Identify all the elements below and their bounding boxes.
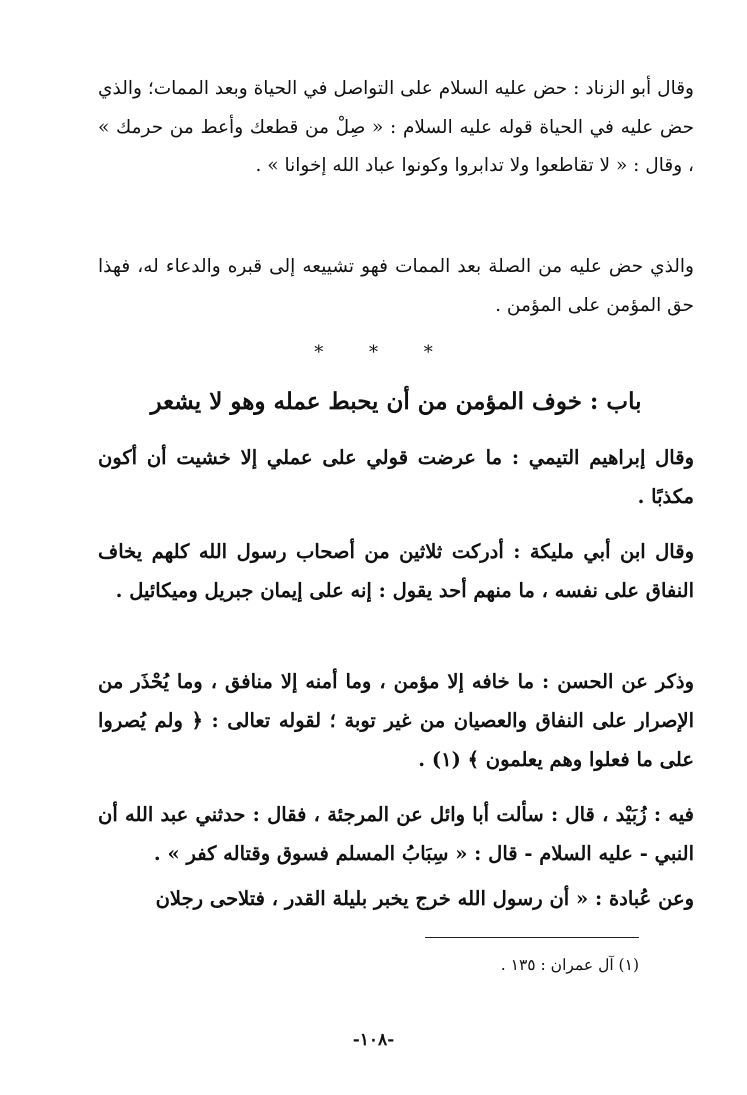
page-number: -١٠٨- bbox=[352, 1030, 395, 1050]
paragraph-ibn-abi-mulayka: وقال ابن أبي مليكة : أدركت ثلاثين من أصحاب رسول الله كلهم يخاف النفاق على نفسه ، ما منهم أحد يقول : إنه على إيمان جبريل وميكائيل . bbox=[98, 540, 694, 602]
paragraph-ibrahim-taymi: وقال إبراهيم التيمي : ما عرضت قولي على عملي إلا خشيت أن أكون مكذبًا . bbox=[98, 446, 694, 508]
section-separator: * * * bbox=[314, 342, 433, 363]
paragraph-ubada: وعن عُبادة : « أن رسول الله خرج يخبر بليلة القدر ، فتلاحى رجلان bbox=[155, 887, 694, 910]
paragraph-zubayd: فيه : زُبَيْد ، قال : سألت أبا وائل عن المرجئة ، فقال : حدثني عبد الله أن النبي - عليه السلام - قال : « سِبَابُ المسلم فسوق وقتاله كفر » . bbox=[98, 803, 694, 865]
footnote-divider bbox=[425, 937, 639, 938]
paragraph-abu-zinad: وقال أبو الزناد : حض عليه السلام على التواصل في الحياة وبعد الممات؛ والذي حض عليه في الحياة قوله عليه السلام : « صِلْ من قطعك وأعط من حرمك » ، وقال : « لا تقاطعوا ولا تدابروا وكونوا عباد الله إخوانا » . bbox=[98, 78, 694, 176]
chapter-heading: باب : خوف المؤمن من أن يحبط عمله وهو لا يشعر bbox=[150, 388, 642, 415]
footnote: (١) آل عمران : ١٣٥ . bbox=[500, 956, 639, 974]
paragraph-hasan: وذكر عن الحسن : ما خافه إلا مؤمن ، وما أمنه إلا منافق ، وما يُحْذَر من الإصرار على النفاق والعصيان من غير توبة ؛ لقوله تعالى : ﴿ ولم يُصروا على ما فعلوا وهم يعلمون ﴾ (١) . bbox=[98, 670, 694, 771]
paragraph-after-death: والذي حض عليه من الصلة بعد الممات فهو تشييعه إلى قبره والدعاء له، فهذا حق المؤمن على المؤمن . bbox=[98, 256, 694, 316]
